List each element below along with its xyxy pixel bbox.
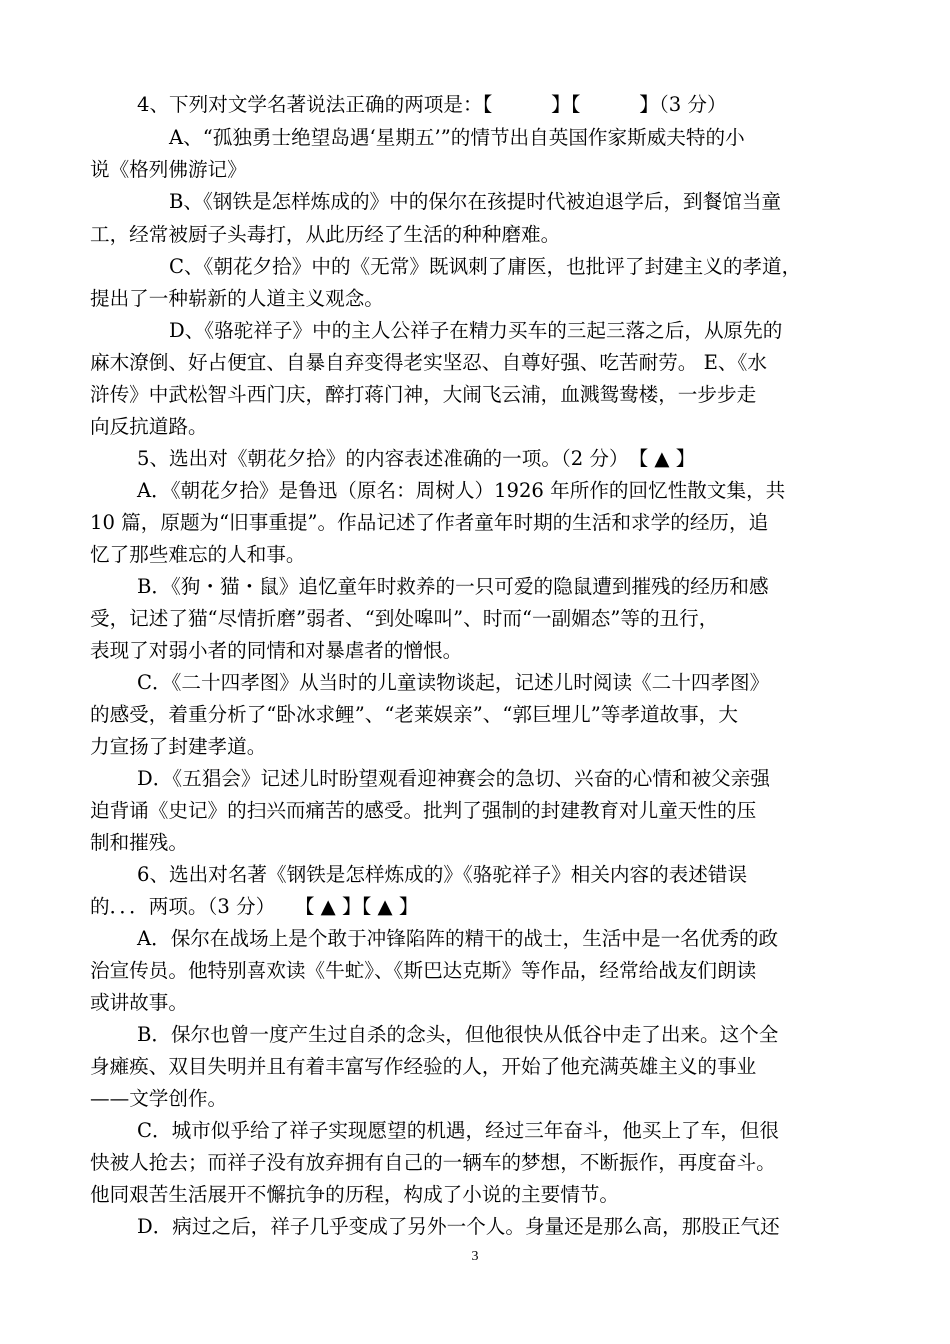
q6-option-a: A．保尔在战场上是个敢于冲锋陷阵的精干的战士，生活中是一名优秀的政 (137, 927, 779, 950)
q6-option-b-cont: ——文学创作。 (90, 1087, 228, 1110)
q4-option-c-cont: 提出了一种崭新的人道主义观念。 (90, 287, 384, 310)
q4-option-b: B、《钢铁是怎样炼成的》中的保尔在孩提时代被迫退学后，到餐馆当童 (169, 190, 782, 213)
q5-option-c: C．《二十四孝图》从当时的儿童读物谈起，记述儿时阅读《二十四孝图》 (137, 671, 770, 694)
q6-option-c-cont: 快被人抢去；而祥子没有放弃拥有自己的一辆车的梦想，不断振作，再度奋斗。 (90, 1151, 776, 1174)
q6-option-b-cont: 身瘫痪、双目失明并且有着丰富写作经验的人，开始了他充满英雄主义的事业 (90, 1055, 757, 1078)
q5-option-d-cont: 制和摧残。 (90, 831, 188, 854)
q5-option-c-cont: 的感受，着重分析了“卧冰求鲤”、“老莱娱亲”、“郭巨埋儿”等孝道故事，大 (90, 703, 738, 726)
q4-option-b-cont: 工，经常被厨子头毒打，从此历经了生活的种种磨难。 (90, 223, 561, 246)
page-number: 3 (471, 1249, 479, 1264)
q5-option-d-cont: 迫背诵《史记》的扫兴而痛苦的感受。批判了强制的封建教育对儿童天性的压 (90, 799, 757, 822)
q5-option-b-cont: 受，记述了猫“尽情折磨”弱者、“到处嗥叫”、时而“一副媚态”等的丑行， (90, 607, 719, 630)
q6-stem-cont: 的．．．两项。（3 分） 【 ▲ 】【 ▲ 】 (90, 895, 419, 918)
q5-option-a-cont: 忆了那些难忘的人和事。 (90, 543, 306, 566)
q6-option-b: B．保尔也曾一度产生过自杀的念头，但他很快从低谷中走了出来。这个全 (137, 1023, 779, 1046)
q5-option-d: D．《五猖会》记述儿时盼望观看迎神赛会的急切、兴奋的心情和被父亲强 (137, 767, 770, 790)
q5-option-b: B．《狗・猫・鼠》追忆童年时救养的一只可爱的隐鼠遭到摧残的经历和感 (137, 575, 769, 598)
q5-option-b-cont: 表现了对弱小者的同情和对暴虐者的憎恨。 (90, 639, 463, 662)
q4-option-c: C、《朝花夕拾》中的《无常》既讽刺了庸医，也批评了封建主义的孝道， (169, 255, 802, 278)
q4-option-d-cont: 麻木潦倒、好占便宜、自暴自弃变得老实坚忍、自尊好强、吃苦耐劳。 E、《水 (90, 351, 767, 374)
q6-option-c: C．城市似乎给了祥子实现愿望的机遇，经过三年奋斗，他买上了车，但很 (137, 1119, 779, 1142)
q4-option-d-cont: 浒传》中武松智斗西门庆，醉打蒋门神，大闹飞云浦，血溅鸳鸯楼，一步步走 (90, 383, 757, 406)
q4-option-a: A、“孤独勇士绝望岛遇‘星期五’”的情节出自英国作家斯威夫特的小 (169, 126, 745, 149)
q6-option-a-cont: 治宣传员。他特别喜欢读《牛虻》、《斯巴达克斯》等作品，经常给战友们朗读 (90, 959, 757, 982)
q5-option-c-cont: 力宣扬了封建孝道。 (90, 735, 267, 758)
q5-option-a: A．《朝花夕拾》是鲁迅（原名：周树人）1926 年所作的回忆性散文集，共 (137, 479, 786, 502)
q5-option-a-cont: 10 篇，原题为“旧事重提”。作品记述了作者童年时期的生活和求学的经历，追 (90, 511, 769, 534)
q4-option-a-cont: 说《格列佛游记》 (90, 158, 247, 181)
q4-stem: 4、下列对文学名著说法正确的两项是：【 】【 】（3 分） (137, 93, 727, 116)
q6-option-a-cont: 或讲故事。 (90, 991, 188, 1014)
q4-option-d-cont: 向反抗道路。 (90, 415, 208, 438)
q6-stem: 6、选出对名著《钢铁是怎样炼成的》《骆驼祥子》相关内容的表述错误 (137, 863, 748, 886)
q6-option-c-cont: 他同艰苦生活展开不懈抗争的历程，构成了小说的主要情节。 (90, 1183, 620, 1206)
q6-option-d: D．病过之后，祥子几乎变成了另外一个人。身量还是那么高，那股正气还 (137, 1215, 780, 1238)
q4-option-d: D、《骆驼祥子》中的主人公祥子在精力买车的三起三落之后，从原先的 (169, 319, 783, 342)
q5-stem: 5、选出对《朝花夕拾》的内容表述准确的一项。（2 分） 【 ▲ 】 (137, 447, 696, 470)
